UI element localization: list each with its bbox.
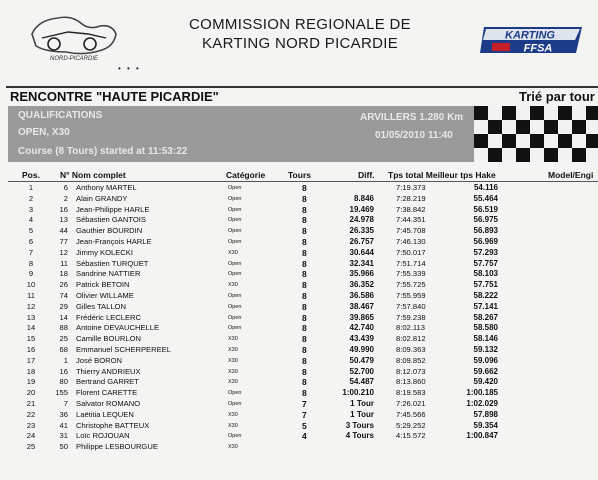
- cell-diff: 8.846: [353, 193, 374, 203]
- cell-best: 56.519: [473, 204, 498, 214]
- col-no-name: N° Nom complet: [60, 170, 126, 180]
- cell-laps: 4: [302, 431, 307, 442]
- cell-name: Christophe BATTEUX: [76, 420, 150, 430]
- checkered-flag-icon: [474, 106, 598, 162]
- cell-diff: 36.586: [349, 290, 374, 300]
- cell-total: 8:02.113: [396, 323, 425, 333]
- cell-laps: 8: [302, 344, 307, 355]
- cell-best: 58.146: [473, 334, 498, 344]
- cell-diff: 36.352: [349, 280, 374, 290]
- table-row: [0, 183, 598, 194]
- cell-laps: 8: [302, 247, 307, 258]
- cell-laps: 8: [302, 204, 307, 215]
- cell-no: 77: [59, 236, 68, 246]
- cell-diff: 49.990: [349, 344, 374, 354]
- cell-diff: 26.335: [349, 226, 374, 236]
- karting-ffsa-logo: [480, 24, 584, 56]
- cell-name: Emmanuel SCHERPEREEL: [76, 344, 171, 354]
- cell-name: Camille BOURLON: [76, 334, 141, 344]
- cell-total: 7:55.339: [396, 269, 426, 279]
- cell-total: 7:55.959: [396, 290, 426, 300]
- cell-cat: Open: [228, 303, 242, 310]
- cell-name: Antoine DEVAUCHELLE: [76, 323, 160, 333]
- cell-laps: 8: [302, 280, 307, 291]
- cell-laps: 8: [302, 258, 307, 269]
- cell-laps: 7: [302, 409, 307, 420]
- cell-laps: 5: [302, 420, 307, 431]
- cell-no: 25: [59, 334, 68, 344]
- col-diff: Diff.: [358, 170, 375, 180]
- table-row: [0, 248, 598, 259]
- cell-no: 50: [59, 442, 68, 452]
- cell-diff: 43.439: [349, 334, 374, 344]
- cell-laps: 8: [302, 312, 307, 323]
- cell-cat: X30: [228, 346, 238, 353]
- cell-name: Sébastien GANTOIS: [76, 215, 146, 225]
- cell-best: 58.222: [473, 290, 498, 300]
- results-table: [0, 183, 598, 453]
- cell-name: Salvator ROMANO: [76, 398, 141, 408]
- cell-name: José BORON: [76, 355, 122, 365]
- cell-pos: 5: [28, 226, 34, 236]
- cell-best: 59.096: [473, 355, 498, 365]
- cell-pos: 12: [26, 301, 36, 311]
- cell-total: 7:51.714: [396, 258, 426, 268]
- cell-cat: Open: [228, 195, 242, 202]
- cell-laps: 8: [302, 377, 307, 388]
- cell-cat: Open: [228, 433, 242, 440]
- cell-total: 8:09.852: [396, 355, 426, 365]
- cell-total: 7:50.017: [396, 247, 426, 257]
- cell-cat: X30: [228, 282, 238, 289]
- cell-diff: 24.978: [349, 215, 374, 225]
- table-row: [0, 226, 598, 237]
- cell-best: 59.132: [473, 344, 498, 354]
- cell-diff: 4 Tours: [345, 431, 374, 441]
- cell-pos: 10: [26, 280, 36, 290]
- cell-pos: 21: [26, 398, 36, 408]
- cell-name: Jimmy KOLECKI: [76, 247, 133, 257]
- cell-cat: X30: [228, 411, 238, 418]
- cell-no: 44: [59, 226, 68, 236]
- cell-best: 54.116: [473, 183, 498, 192]
- table-row: [0, 367, 598, 378]
- table-row: [0, 442, 598, 453]
- cell-name: Bertrand GARRET: [76, 377, 139, 387]
- cell-total: 7:28.219: [396, 193, 426, 203]
- cell-best: 56.969: [473, 236, 498, 246]
- cell-cat: X30: [228, 379, 238, 386]
- cell-name: Laëtitia LEQUEN: [76, 409, 134, 419]
- table-row: [0, 421, 598, 432]
- date-label: 01/05/2010 11:40: [375, 130, 453, 141]
- cell-total: 8:13.860: [396, 377, 426, 387]
- cell-cat: Open: [228, 206, 242, 213]
- cell-no: 68: [59, 344, 68, 354]
- cell-diff: 39.865: [349, 312, 374, 322]
- cell-pos: 19: [26, 377, 36, 387]
- cell-no: 6: [63, 183, 68, 192]
- cell-total: 7:26.021: [396, 398, 426, 408]
- cell-best: 58.267: [473, 312, 498, 322]
- cell-best: 59.420: [473, 377, 498, 387]
- table-row: [0, 410, 598, 421]
- cell-name: Jean-François HARLE: [76, 236, 152, 246]
- cell-cat: X30: [228, 422, 238, 429]
- cell-cat: Open: [228, 390, 242, 397]
- table-row: [0, 399, 598, 410]
- cell-no: 13: [59, 215, 68, 225]
- cell-pos: 20: [26, 388, 36, 398]
- race-start-info: Course (8 Tours) started at 11:53:22: [18, 146, 188, 157]
- cell-pos: 25: [26, 442, 36, 452]
- table-header-divider: [8, 181, 598, 182]
- cell-name: Philippe LESBOURGUE: [76, 442, 158, 452]
- cell-best: 57.141: [473, 301, 498, 311]
- cell-no: 12: [59, 247, 68, 257]
- cell-cat: Open: [228, 260, 242, 267]
- cell-name: Frédéric LECLERC: [76, 312, 141, 322]
- cell-cat: Open: [228, 185, 242, 191]
- cell-laps: 8: [302, 323, 307, 334]
- cell-best: 57.293: [473, 247, 498, 257]
- cell-no: 11: [60, 258, 68, 268]
- table-row: [0, 194, 598, 205]
- cell-cat: Open: [228, 400, 242, 407]
- cell-no: 155: [55, 388, 68, 398]
- cell-pos: 2: [28, 193, 34, 203]
- cell-total: 7:55.725: [396, 280, 426, 290]
- cell-name: Florent CARETTE: [76, 388, 138, 398]
- cell-laps: 8: [302, 269, 307, 280]
- cell-name: Anthony MARTEL: [76, 183, 137, 192]
- cell-laps: 8: [302, 236, 307, 247]
- table-row: [0, 313, 598, 324]
- cell-total: 7:44.351: [396, 215, 426, 225]
- cell-no: 1: [63, 355, 68, 365]
- cell-pos: 16: [26, 344, 36, 354]
- cell-name: Loïc ROJOUAN: [76, 431, 130, 441]
- cell-no: 16: [59, 204, 68, 214]
- cell-total: 7:19.373: [396, 183, 426, 192]
- league-logo: [28, 12, 120, 64]
- cell-name: Olivier WILLAME: [76, 290, 134, 300]
- cell-pos: 11: [27, 290, 35, 300]
- cell-cat: X30: [228, 336, 238, 343]
- cell-total: 8:02.812: [396, 334, 426, 344]
- cell-name: Gauthier BOURDIN: [76, 226, 143, 236]
- cell-diff: 35.966: [349, 269, 374, 279]
- cell-pos: 22: [26, 409, 36, 419]
- cell-total: 8:19.583: [396, 388, 426, 398]
- cell-pos: 18: [26, 366, 36, 376]
- cell-no: 41: [59, 420, 68, 430]
- col-category: Catégorie: [226, 170, 266, 180]
- cell-total: 7:59.238: [396, 312, 426, 322]
- cell-pos: 1: [28, 183, 34, 192]
- cell-best: 55.464: [473, 193, 498, 203]
- cell-best: 57.898: [473, 409, 498, 419]
- cell-cat: X30: [228, 368, 238, 375]
- cell-cat: Open: [228, 228, 242, 235]
- table-row: [0, 302, 598, 313]
- cell-laps: 8: [302, 366, 307, 377]
- cell-best: 58.103: [473, 269, 498, 279]
- cell-diff: 26.757: [349, 236, 374, 246]
- cell-total: 5:29.252: [396, 420, 426, 430]
- cell-best: 59.354: [473, 420, 498, 430]
- cell-cat: Open: [228, 314, 242, 321]
- cell-total: 7:57.840: [396, 301, 426, 311]
- cell-laps: 8: [302, 355, 307, 366]
- table-row: [0, 269, 598, 280]
- cell-no: 7: [63, 398, 68, 408]
- cell-cat: Open: [228, 325, 242, 332]
- cell-diff: 1 Tour: [350, 398, 374, 408]
- table-row: [0, 280, 598, 291]
- cell-no: 2: [63, 193, 68, 203]
- cell-total: 8:12.073: [396, 366, 426, 376]
- header-divider: [6, 86, 598, 88]
- cell-total: 4:15.572: [396, 431, 426, 441]
- cell-name: Gilles TALLON: [76, 301, 126, 311]
- cell-no: 74: [59, 290, 68, 300]
- cell-laps: 8: [302, 215, 307, 226]
- cell-laps: 8: [302, 290, 307, 301]
- session-category: OPEN, X30: [18, 127, 70, 138]
- cell-cat: Open: [228, 271, 242, 278]
- cell-diff: 32.341: [349, 258, 374, 268]
- cell-laps: 7: [302, 398, 307, 409]
- cell-name: Jean-Philippe HARLE: [76, 204, 150, 214]
- col-pos: Pos.: [22, 170, 40, 180]
- cell-no: 16: [59, 366, 68, 376]
- cell-best: 56.893: [473, 226, 498, 236]
- cell-laps: 8: [302, 193, 307, 204]
- cell-best: 57.751: [473, 280, 498, 290]
- cell-cat: Open: [228, 217, 242, 224]
- cell-total: 7:38.842: [396, 204, 426, 214]
- col-model: Model/Engi: [548, 170, 594, 180]
- cell-name: Sandrine NATTIER: [76, 269, 141, 279]
- cell-total: 8:09.363: [396, 344, 426, 354]
- cell-diff: 3 Tours: [345, 420, 374, 430]
- venue-label: ARVILLERS 1.280 Km: [360, 112, 464, 123]
- sort-label: Trié par tour: [519, 89, 595, 104]
- table-row: [0, 377, 598, 388]
- cell-diff: 50.479: [349, 355, 374, 365]
- cell-diff: 1 Tour: [350, 409, 374, 419]
- cell-pos: 6: [28, 236, 34, 246]
- cell-no: 18: [59, 269, 68, 279]
- cell-no: 26: [59, 280, 68, 290]
- cell-best: 1:02.029: [466, 398, 498, 408]
- cell-cat: Open: [228, 238, 242, 245]
- cell-no: 29: [59, 301, 68, 311]
- logo-left-text: NORD-PICARDIE: [49, 56, 99, 62]
- cell-no: 88: [59, 323, 68, 333]
- cell-cat: X30: [228, 444, 238, 451]
- cell-best: 1:00.847: [466, 431, 498, 441]
- col-laps: Tours: [288, 170, 311, 180]
- cell-diff: 54.487: [349, 377, 374, 387]
- cell-pos: 13: [26, 312, 36, 322]
- cell-no: 31: [59, 431, 68, 441]
- cell-name: Sébastien TURQUET: [76, 258, 149, 268]
- cell-cat: X30: [228, 249, 238, 256]
- table-row: [0, 237, 598, 248]
- logo-dots: • • •: [118, 64, 141, 73]
- table-row: [0, 215, 598, 226]
- cell-name: Patrick BETOIN: [76, 280, 130, 290]
- cell-diff: 1:00.210: [342, 388, 374, 398]
- table-row: [0, 205, 598, 216]
- table-row: [0, 431, 598, 442]
- cell-no: 14: [59, 312, 68, 322]
- cell-no: 36: [59, 409, 68, 419]
- page-title-line1: COMMISSION REGIONALE DE: [189, 16, 411, 33]
- cell-pos: 23: [26, 420, 36, 430]
- cell-cat: Open: [228, 292, 242, 299]
- cell-pos: 15: [26, 334, 36, 344]
- cell-diff: 52.700: [349, 366, 374, 376]
- table-row: [0, 323, 598, 334]
- cell-total: 7:46.130: [396, 236, 426, 246]
- col-total-best: Tps total Meilleur tps Hake: [388, 170, 496, 180]
- cell-best: 56.975: [473, 215, 498, 225]
- table-row: [0, 291, 598, 302]
- cell-diff: 42.740: [349, 323, 374, 333]
- cell-name: Alain GRANDY: [76, 193, 128, 203]
- cell-name: Thierry ANDRIEUX: [76, 366, 141, 376]
- cell-pos: 7: [28, 247, 34, 257]
- cell-best: 57.757: [473, 258, 498, 268]
- cell-laps: 8: [302, 183, 307, 193]
- cell-pos: 24: [26, 431, 36, 441]
- logo-ffsa-text: FFSA: [523, 42, 553, 55]
- cell-pos: 4: [28, 215, 34, 225]
- cell-pos: 3: [28, 204, 34, 214]
- cell-pos: 9: [28, 269, 34, 279]
- cell-cat: X30: [228, 357, 238, 364]
- table-row: [0, 356, 598, 367]
- cell-best: 59.662: [473, 366, 498, 376]
- cell-laps: 8: [302, 334, 307, 345]
- cell-best: 1:00.185: [466, 388, 498, 398]
- cell-diff: 38.467: [349, 301, 374, 311]
- table-row: [0, 259, 598, 270]
- table-row: [0, 388, 598, 399]
- cell-laps: 8: [302, 301, 307, 312]
- cell-diff: 19.469: [349, 204, 374, 214]
- table-row: [0, 334, 598, 345]
- cell-pos: 17: [26, 355, 36, 365]
- logo-karting-text: KARTING: [505, 29, 555, 42]
- cell-total: 7:45.708: [396, 226, 426, 236]
- cell-laps: 8: [302, 388, 307, 399]
- cell-diff: 30.644: [349, 247, 374, 257]
- cell-pos: 14: [26, 323, 36, 333]
- event-title: RENCONTRE "HAUTE PICARDIE": [10, 89, 219, 104]
- cell-no: 80: [59, 377, 68, 387]
- table-row: [0, 345, 598, 356]
- cell-best: 58.580: [473, 323, 498, 333]
- cell-laps: 8: [302, 226, 307, 237]
- cell-total: 7:45.566: [396, 409, 426, 419]
- page-title-line2: KARTING NORD PICARDIE: [201, 35, 399, 52]
- cell-pos: 8: [28, 258, 34, 268]
- session-name: QUALIFICATIONS: [18, 110, 103, 121]
